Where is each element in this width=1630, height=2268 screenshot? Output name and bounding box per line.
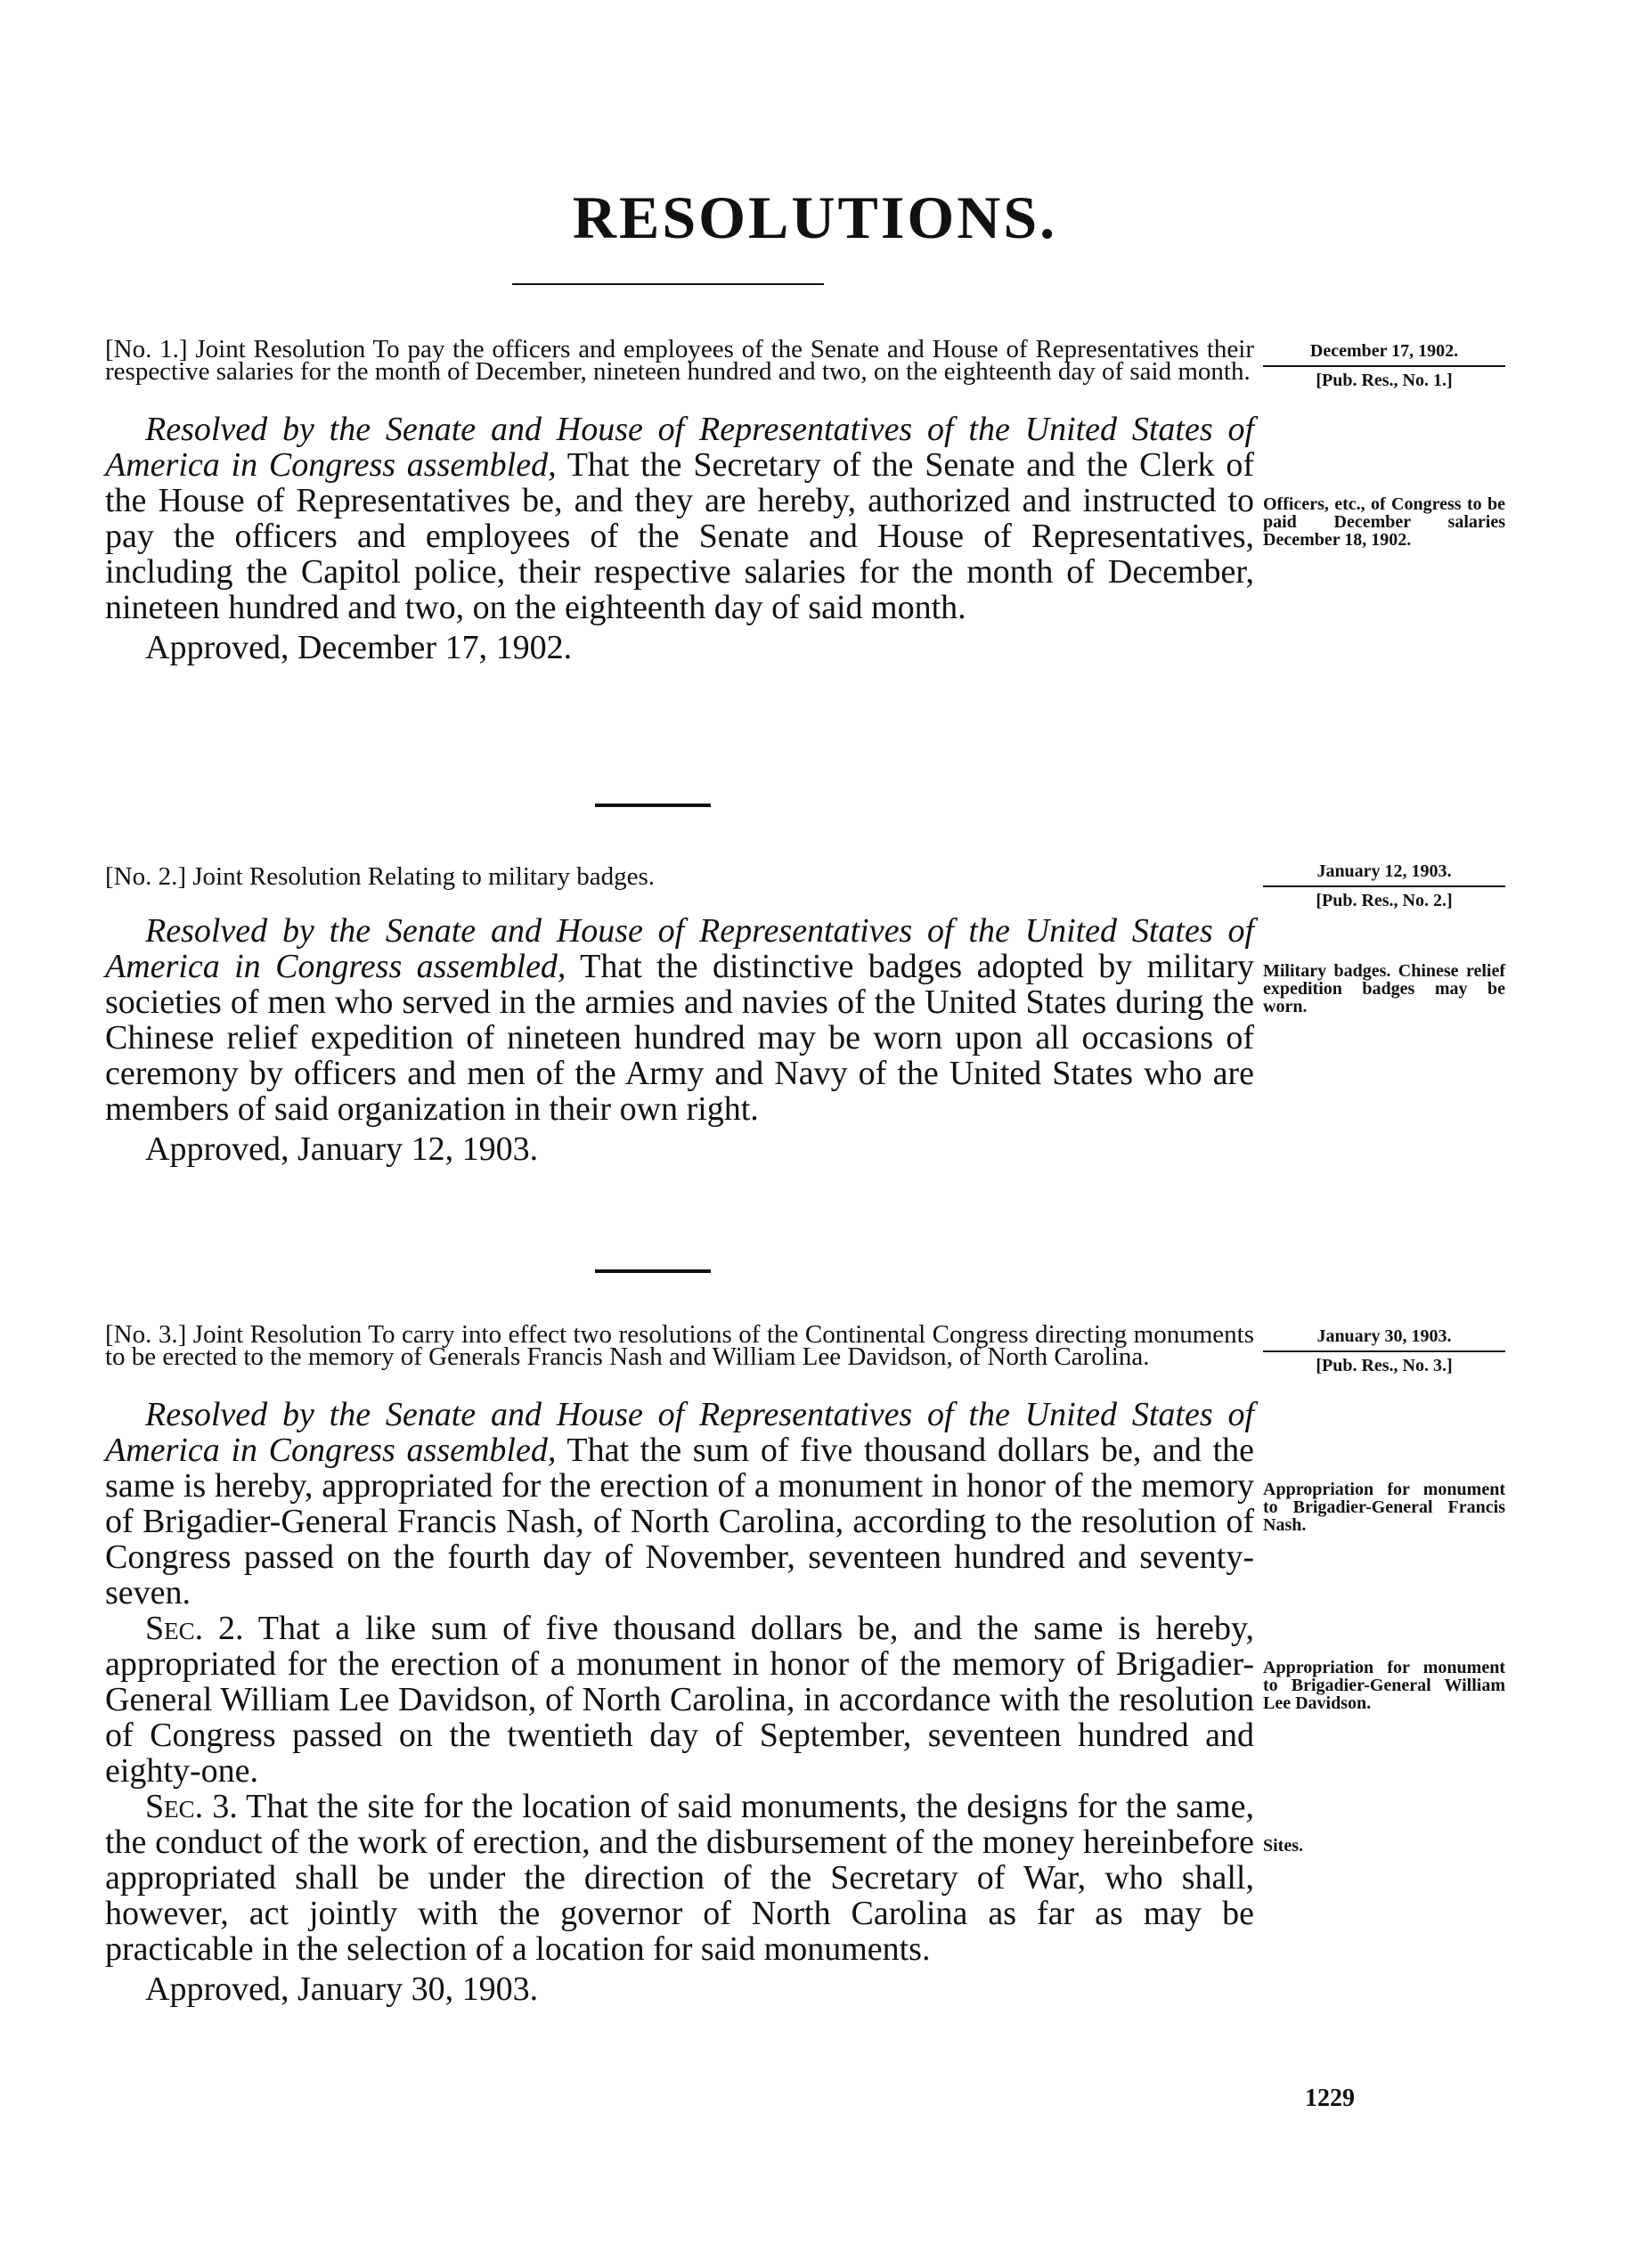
separator-rule-1 xyxy=(595,804,711,807)
resolution-3-sec2-text: That a like sum of five thousand dollars be, and the same is hereby, appropriated for the erection of a monument in honor of the memory of Brigadier-General William Lee Davidson, of North Carolina, in accordance with the resolution of Congress passed on the twentieth day of September, seventeen hundred and eighty-one. xyxy=(105,1610,1254,1790)
resolution-3-text: That the sum of five thousand dollars be, and the same is hereby, appropriated for the erection of a monument in honor of the memory of Brigadier-General Francis Nash, of North Carolina, according to the resolution of Congress passed on the fourth day of November, seventeen hundred and seventy-seven. xyxy=(105,1432,1254,1611)
resolution-1-text: That the Secretary of the Senate and the Clerk of the House of Representatives be, and they are hereby, authorized and instructed to pay the officers and employees of the Senate and House of Representatives, including the Capitol police, their respective salaries for the month of December, nineteen hundred and two, on the eighteenth day of said month. xyxy=(105,446,1254,626)
resolution-3-sec3-label: Sec. 3. xyxy=(145,1788,238,1825)
resolution-3-sec3-text: That the site for the location of said monuments, the designs for the same, the conduct of the work of erection, and the disbursement of the money hereinbefore appropriated shall be under the direction of the Secretary of War, who shall, however, act jointly with the governor of North Carolina as far as may be practicable in the selection of a location for said monuments. xyxy=(105,1788,1254,1968)
resolution-3-resolved: Resolved by the Senate and House of Representatives of the United States of America in Congress assembled, xyxy=(105,1396,1254,1469)
resolution-1-heading: [No. 1.] Joint Resolution To pay the officers and employees of the Senate and House of Representatives their respective salaries for the month of December, nineteen hundred and two, on the eighteenth day of said month. xyxy=(105,335,1254,386)
resolution-3-approved: Approved, January 30, 1903. xyxy=(145,1970,539,2008)
resolution-2-heading: [No. 2.] Joint Resolution Relating to military badges. xyxy=(105,862,655,891)
resolution-1-pub: [Pub. Res., No. 1.] xyxy=(1263,365,1505,394)
resolution-1-resolved: Resolved by the Senate and House of Representatives of the United States of America in Congress assembled, xyxy=(105,411,1254,484)
resolution-3-date: January 30, 1903. xyxy=(1316,1326,1452,1346)
resolution-1 xyxy=(105,335,1254,666)
resolution-3-heading: [No. 3.] Joint Resolution To carry into effect two resolutions of the Continental Congress directing monuments to be erected to the memory of Generals Francis Nash and William Lee Davidson, of North Carolina. xyxy=(105,1320,1254,1371)
resolution-3 xyxy=(105,1320,1254,2008)
resolution-1-margin-note: Officers, etc., of Congress to be paid December salaries December 18, 1902. xyxy=(1263,494,1505,550)
resolution-3-sec2 xyxy=(105,1611,1254,1789)
resolution-1-date: December 17, 1902. xyxy=(1309,341,1459,361)
resolution-2 xyxy=(105,862,1254,1168)
resolution-1-approved: Approved, December 17, 1902. xyxy=(145,629,573,666)
resolution-2-body xyxy=(105,913,1254,1127)
resolution-3-sec2-label: Sec. 2. xyxy=(145,1610,244,1647)
resolution-2-approved: Approved, January 12, 1903. xyxy=(145,1130,539,1168)
resolution-3-sec3 xyxy=(105,1789,1254,1967)
resolution-3-margin-note-1: Appropriation for monument to Brigadier-General Francis Nash. xyxy=(1263,1480,1505,1535)
resolution-2-text: That the distinctive badges adopted by military societies of men who served in the armies and navies of the United States during the Chinese relief expedition of nineteen hundred may be worn upon all occasions of ceremony by officers and men of the Army and Navy of the United States who are members of said organization in their own right. xyxy=(105,948,1254,1128)
resolution-2-date: January 12, 1903. xyxy=(1316,861,1452,881)
resolution-3-margin-note-3: Sites. xyxy=(1263,1836,1303,1856)
resolution-3-body xyxy=(105,1397,1254,1611)
resolution-2-resolved: Resolved by the Senate and House of Representatives of the United States of America in Congress assembled, xyxy=(105,912,1254,985)
separator-rule-2 xyxy=(595,1269,711,1273)
resolution-2-margin-note: Military badges. Chinese relief expedition badges may be worn. xyxy=(1263,961,1505,1016)
resolution-3-margin-note-2: Appropriation for monument to Brigadier-General William Lee Davidson. xyxy=(1263,1658,1505,1713)
page-title: RESOLUTIONS. xyxy=(572,184,1058,251)
page-number: 1229 xyxy=(1305,2084,1355,2112)
title-rule xyxy=(512,283,824,285)
resolution-1-body xyxy=(105,412,1254,625)
resolution-2-margin-header xyxy=(1263,861,1505,914)
resolution-1-margin-header xyxy=(1263,340,1505,394)
resolution-3-pub: [Pub. Res., No. 3.] xyxy=(1263,1350,1505,1379)
resolution-2-pub: [Pub. Res., No. 2.] xyxy=(1263,885,1505,914)
resolution-3-margin-header xyxy=(1263,1326,1505,1379)
